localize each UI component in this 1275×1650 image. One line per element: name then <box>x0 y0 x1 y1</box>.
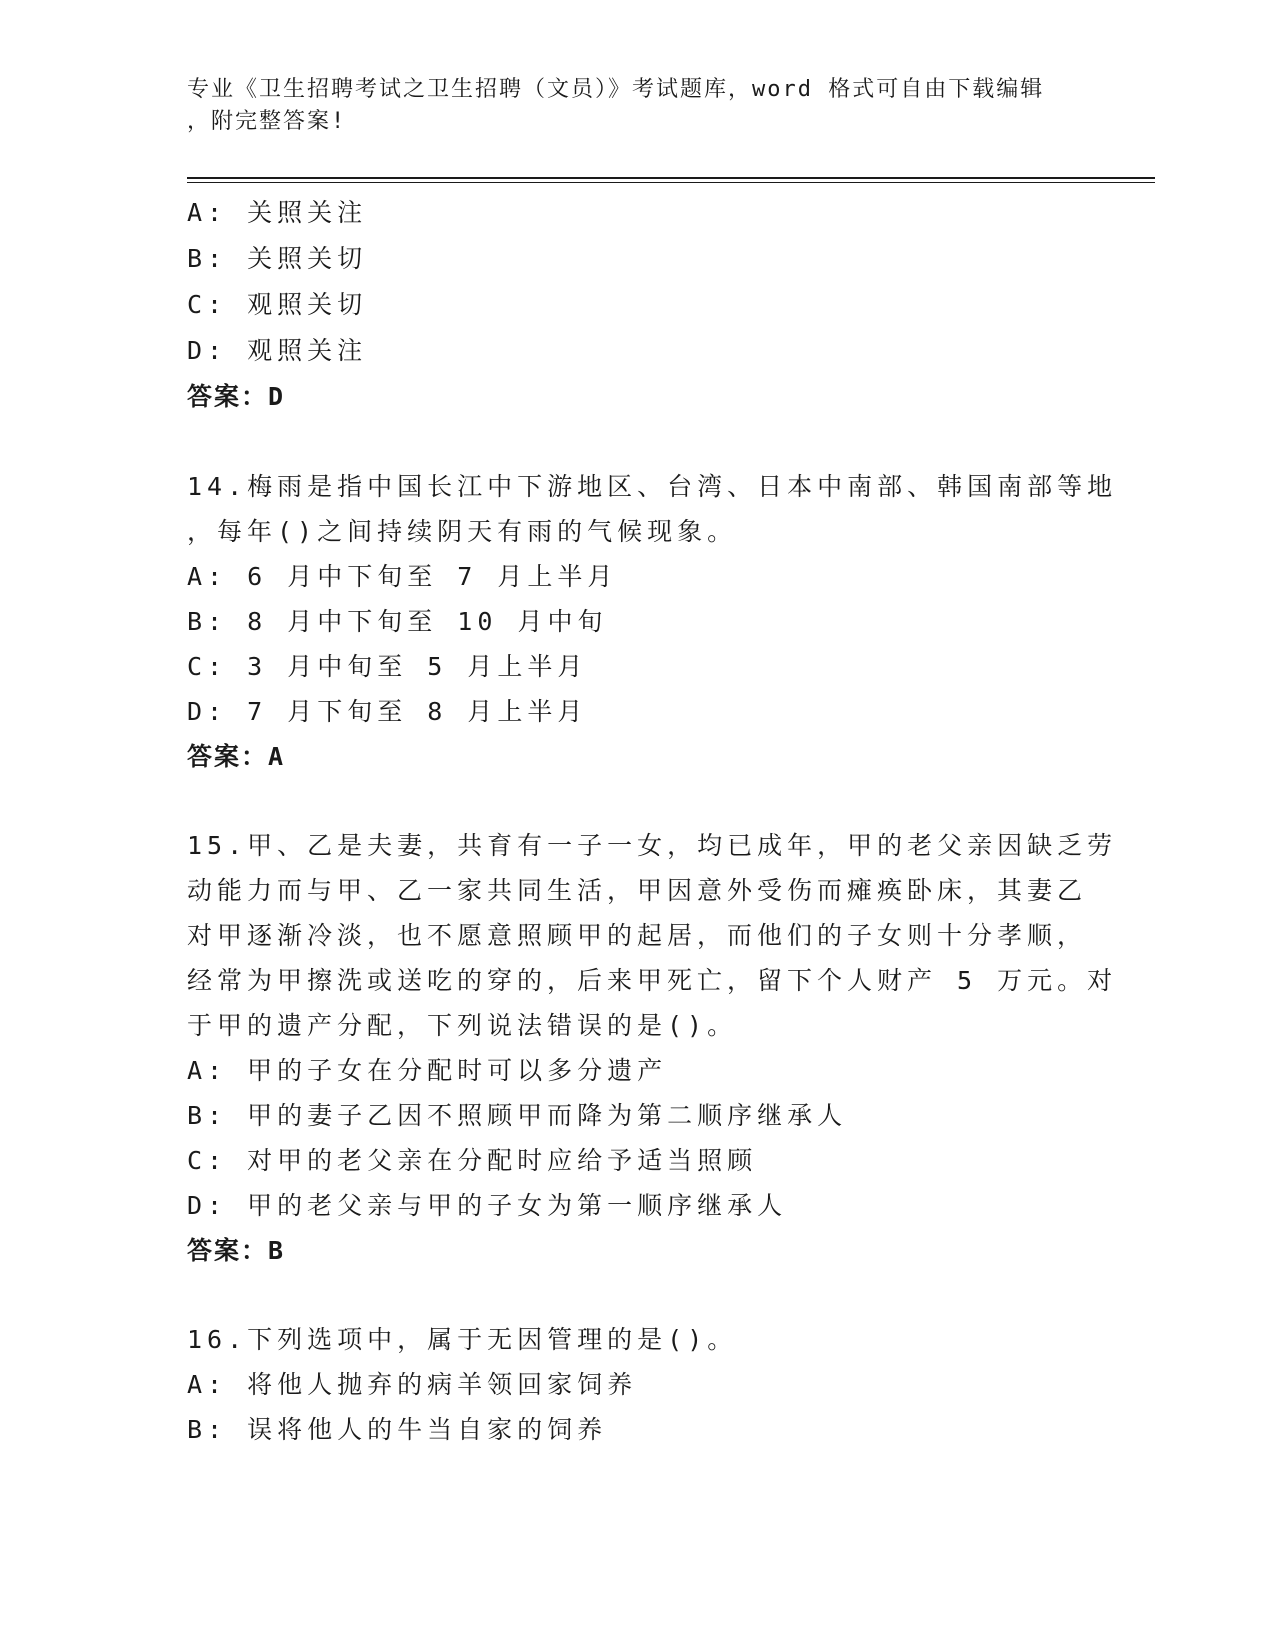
answer: 答案：B <box>187 1236 286 1265</box>
header-divider-thin <box>187 182 1155 183</box>
question-text-line: ，每年()之间持续阴天有雨的气候现象。 <box>187 517 738 546</box>
question-15 <box>187 823 1118 1273</box>
question-13 <box>187 190 1087 420</box>
question-list <box>187 190 1118 1452</box>
question-text-line: 15.甲、乙是夫妻，共育有一子一女，均已成年，甲的老父亲因缺乏劳 <box>187 831 1118 860</box>
option-c: C: 对甲的老父亲在分配时应给予适当照顾 <box>187 1146 758 1175</box>
option-b: B: 关照关切 <box>187 244 368 273</box>
question-text-line: 14.梅雨是指中国长江中下游地区、台湾、日本中南部、韩国南部等地 <box>187 472 1118 501</box>
question-16 <box>187 1317 1087 1452</box>
option-b: B: 甲的妻子乙因不照顾甲而降为第二顺序继承人 <box>187 1101 848 1130</box>
option-c: C: 3 月中旬至 5 月上半月 <box>187 652 588 681</box>
question-text-line: 对甲逐渐冷淡，也不愿意照顾甲的起居，而他们的子女则十分孝顺， <box>187 921 1088 950</box>
question-14 <box>187 464 1118 779</box>
option-c: C: 观照关切 <box>187 290 368 319</box>
header-divider-thick <box>187 177 1155 179</box>
option-b: B: 误将他人的牛当自家的饲养 <box>187 1415 608 1444</box>
option-a: A: 将他人抛弃的病羊领回家饲养 <box>187 1370 638 1399</box>
question-text-line: 于甲的遗产分配，下列说法错误的是()。 <box>187 1011 738 1040</box>
option-b: B: 8 月中下旬至 10 月中旬 <box>187 607 608 636</box>
header-line-2: ，附完整答案! <box>187 109 347 134</box>
question-text-line: 动能力而与甲、乙一家共同生活，甲因意外受伤而瘫痪卧床，其妻乙 <box>187 876 1088 905</box>
option-d: D: 7 月下旬至 8 月上半月 <box>187 697 588 726</box>
question-text-line: 16.下列选项中，属于无因管理的是()。 <box>187 1325 738 1354</box>
answer: 答案：D <box>187 382 286 411</box>
option-a: A: 6 月中下旬至 7 月上半月 <box>187 562 618 591</box>
answer: 答案：A <box>187 742 286 771</box>
header-line-1: 专业《卫生招聘考试之卫生招聘（文员）》考试题库，word 格式可自由下载编辑 <box>187 77 1045 102</box>
document-header <box>187 74 1087 138</box>
option-d: D: 甲的老父亲与甲的子女为第一顺序继承人 <box>187 1191 788 1220</box>
question-text-line: 经常为甲擦洗或送吃的穿的，后来甲死亡，留下个人财产 5 万元。对 <box>187 966 1118 995</box>
option-d: D: 观照关注 <box>187 336 368 365</box>
option-a: A: 甲的子女在分配时可以多分遗产 <box>187 1056 668 1085</box>
option-a: A: 关照关注 <box>187 198 368 227</box>
